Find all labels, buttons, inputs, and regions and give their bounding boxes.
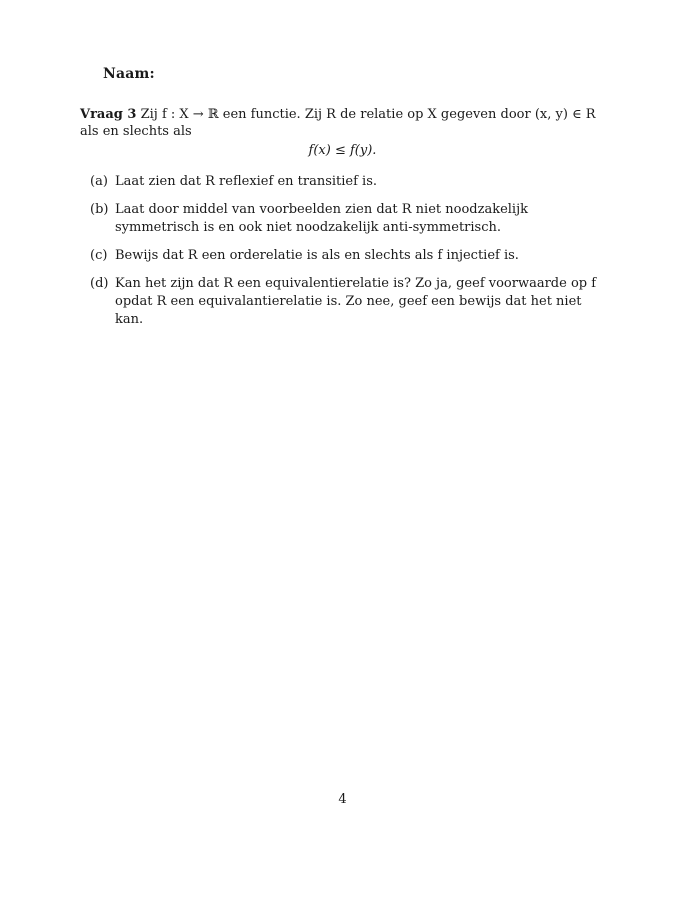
page-number: 4 [338, 792, 347, 807]
subquestion-text: Laat door middel van voorbeelden zien dat R niet noodzakelijk symmetrisch is en ook niet noodzakelijk anti-symmetrisch. [115, 202, 528, 235]
subquestion-a [80, 173, 605, 191]
question-title: Vraag 3 [80, 107, 137, 122]
question-intro-paragraph [80, 106, 605, 140]
name-label: Naam: [103, 66, 155, 82]
subquestion-text: Kan het zijn dat R een equivalentierelatie is? Zo ja, geef voorwaarde op f opdat R een equivalantierelatie is. Zo nee, geef een bewijs dat het niet kan. [115, 276, 597, 327]
question-intro: Zij f : X → ℝ een functie. Zij R de relatie op X gegeven door (x, y) ∈ R als en slechts als [80, 107, 596, 139]
subquestion-label: (d) [90, 276, 109, 291]
subquestion-label: (b) [90, 202, 109, 217]
subquestion-label: (a) [90, 174, 108, 189]
subquestion-text: Bewijs dat R een orderelatie is als en slechts als f injectief is. [115, 248, 519, 263]
subquestion-c [80, 247, 605, 265]
question-block [80, 106, 605, 329]
subquestion-label: (c) [90, 248, 108, 263]
display-formula: f(x) ≤ f(y). [308, 143, 377, 158]
subquestion-list [80, 173, 605, 329]
subquestion-d [80, 275, 605, 329]
subquestion-text: Laat zien dat R reflexief en transitief is. [115, 174, 378, 189]
subquestion-b [80, 201, 605, 237]
